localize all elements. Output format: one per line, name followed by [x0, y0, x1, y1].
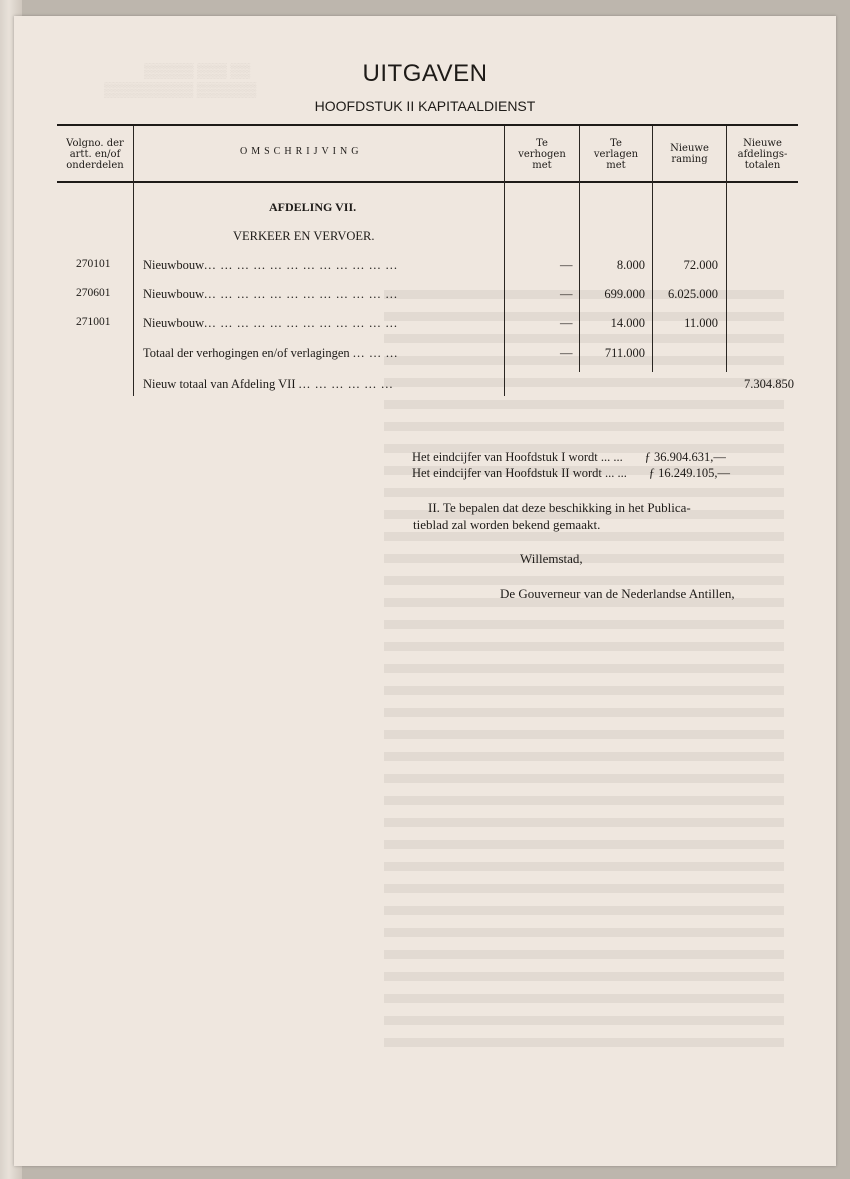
table-row [0, 287, 850, 305]
row-verhogen: — [560, 316, 573, 330]
row-description-text: Nieuwbouw [143, 316, 205, 330]
header-verlagen [580, 128, 652, 180]
page-subtitle: HOOFDSTUK II KAPITAALDIENST [314, 98, 536, 114]
section-title: AFDELING VII. [269, 200, 357, 214]
decree-line: II. Te bepalen dat deze beschikking in het Publica- [428, 500, 691, 515]
row-description-text: Nieuw totaal van Afdeling VII [143, 377, 296, 391]
row-raming: 6.025.000 [668, 287, 718, 301]
row-description [143, 287, 398, 302]
totals-amount: ƒ 36.904.631,— [644, 450, 726, 464]
header-verlagen-line: Te [610, 137, 622, 149]
header-raming-line: Nieuwe [670, 143, 709, 154]
row-description-text: Totaal der verhogingen en/of verlagingen [143, 346, 350, 360]
header-volgno [57, 128, 133, 180]
row-description [143, 258, 398, 273]
row-description-text: Nieuwbouw [143, 258, 205, 272]
totals-line-1 [412, 450, 726, 465]
row-dots: ... ... ... ... ... ... [298, 377, 394, 391]
row-verhogen: — [560, 346, 573, 360]
header-verlagen-line: met [606, 159, 626, 171]
row-description-text: Nieuwbouw [143, 287, 205, 301]
table-total-row [0, 346, 850, 364]
row-raming: 11.000 [684, 316, 718, 330]
header-raming-line: raming [671, 154, 708, 165]
decree-place: Willemstad, [520, 551, 583, 566]
header-totalen-line: Nieuwe [743, 137, 782, 149]
row-description [143, 316, 398, 331]
header-totalen-line: afdelings- [737, 148, 788, 160]
row-code: 270101 [76, 258, 111, 270]
header-totalen-line: totalen [744, 159, 781, 171]
table-row [0, 316, 850, 334]
header-omschrijving: OMSCHRIJVING [240, 146, 363, 157]
header-verhogen-line: Te [536, 137, 548, 149]
header-volgno-line: onderdelen [66, 159, 124, 171]
page-title: UITGAVEN [362, 60, 488, 87]
totals-label: Het eindcijfer van Hoofdstuk I wordt ... ... [412, 450, 623, 464]
row-verlagen: 8.000 [616, 258, 645, 272]
row-description [143, 346, 398, 361]
decree-signatory: De Gouverneur van de Nederlandse Antillen, [500, 586, 735, 601]
totals-label: Het eindcijfer van Hoofdstuk II wordt ... ... [412, 466, 627, 480]
row-dots: ... ... ... [352, 346, 399, 360]
header-volgno-line: artt. en/of [69, 148, 121, 160]
section-subtitle: VERKEER EN VERVOER. [233, 229, 375, 243]
row-description [143, 377, 394, 392]
row-code: 270601 [76, 287, 111, 299]
bleed-through-text: ▒▒▒▒▒ ▒▒▒ ▒▒ ▒▒▒▒▒▒▒▒▒ ▒▒▒▒▒▒ [104, 62, 804, 1062]
row-verhogen: — [560, 258, 573, 272]
header-volgno-line: Volgno. der [66, 137, 124, 149]
table-new-total-row [0, 377, 850, 395]
row-raming: 72.000 [683, 258, 718, 272]
row-dots: ... ... ... ... ... ... ... ... ... ... ... ... [204, 258, 398, 272]
decree-line: tieblad zal worden bekend gemaakt. [413, 517, 601, 532]
header-totalen [727, 128, 798, 180]
row-dots: ... ... ... ... ... ... ... ... ... ... ... ... [204, 287, 398, 301]
row-verlagen: 699.000 [604, 287, 645, 301]
header-verhogen-line: met [532, 159, 552, 171]
table-header-rule [57, 181, 798, 183]
table-top-rule [57, 124, 798, 126]
row-verlagen: 711.000 [604, 346, 645, 360]
row-code: 271001 [76, 316, 111, 328]
row-totaal: 7.304.850 [744, 377, 794, 391]
row-dots: ... ... ... ... ... ... ... ... ... ... ... ... [204, 316, 398, 330]
table-row [0, 258, 850, 276]
totals-amount: ƒ 16.249.105,— [648, 466, 730, 480]
header-verhogen-line: verhogen [518, 148, 566, 160]
header-verhogen [505, 128, 579, 180]
header-verlagen-line: verlagen [593, 148, 639, 160]
totals-line-2 [412, 466, 730, 481]
row-verhogen: — [560, 287, 573, 301]
row-verlagen: 14.000 [610, 316, 645, 330]
header-raming [653, 128, 726, 180]
